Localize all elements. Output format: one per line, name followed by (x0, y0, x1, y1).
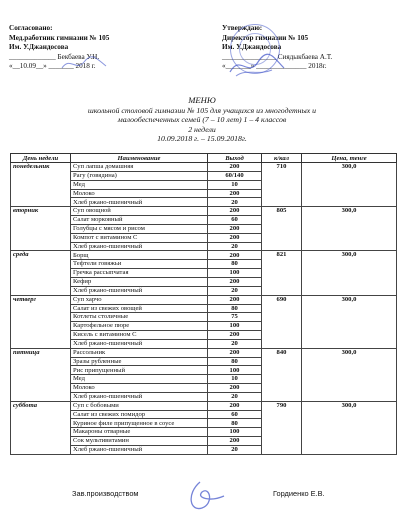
kcal-cell: 821 (262, 251, 302, 295)
price-cell: 300,0 (302, 401, 397, 454)
price-cell: 300,0 (302, 207, 397, 251)
dish-name-cell: Мед (71, 180, 208, 189)
agreed-school: Им. У.Джандосова (9, 43, 69, 52)
output-cell: 100 (208, 366, 262, 375)
kcal-cell: 790 (262, 401, 302, 454)
dish-name-cell: Макароны отварные (71, 428, 208, 437)
output-cell: 200 (208, 331, 262, 340)
day-cell: пятница (11, 348, 71, 401)
output-cell: 200 (208, 233, 262, 242)
table-row (11, 295, 397, 304)
dish-name-cell: Салат из свежих помидор (71, 410, 208, 419)
agreed-date-line: «__10.09__» _______ 2018 г. (9, 62, 96, 71)
dish-name-cell: Компот с витамином С (71, 233, 208, 242)
header-output: Выход (208, 154, 262, 163)
output-cell: 20 (208, 339, 262, 348)
dish-name-cell: Суп овощной (71, 207, 208, 216)
agreed-position: Мед.работник гимназии № 105 (9, 33, 110, 42)
output-cell: 60 (208, 410, 262, 419)
kcal-cell: 840 (262, 348, 302, 401)
approved-date-line: «_______» ______________ 2018г. (222, 62, 327, 71)
output-cell: 80 (208, 260, 262, 269)
output-cell: 60/140 (208, 171, 262, 180)
menu-week: 2 недели (188, 124, 216, 134)
dish-name-cell: Кефир (71, 277, 208, 286)
output-cell: 20 (208, 198, 262, 207)
output-cell: 200 (208, 277, 262, 286)
director-signature (228, 50, 288, 80)
footer-position: Зав.производством (72, 489, 139, 498)
dish-name-cell: Хлеб ржано-пшеничный (71, 242, 208, 251)
output-cell: 75 (208, 313, 262, 322)
output-cell: 200 (208, 189, 262, 198)
output-cell: 80 (208, 419, 262, 428)
output-cell: 200 (208, 437, 262, 446)
price-cell: 300,0 (302, 163, 397, 207)
day-cell: вторник (11, 207, 71, 251)
output-cell: 80 (208, 304, 262, 313)
output-cell: 20 (208, 446, 262, 455)
menu-title: МЕНЮ (188, 95, 216, 105)
dish-name-cell: Рассольник (71, 348, 208, 357)
output-cell: 100 (208, 269, 262, 278)
dish-name-cell: Молоко (71, 384, 208, 393)
dish-name-cell: Суп лапша домашняя (71, 163, 208, 172)
dish-name-cell: Хлеб ржано-пшеничный (71, 286, 208, 295)
output-cell: 200 (208, 163, 262, 172)
header-kcal: к/кал (262, 154, 302, 163)
dish-name-cell: Сок мультивитамин (71, 437, 208, 446)
header-name: Наименование (71, 154, 208, 163)
menu-subtitle-line2: малообеспеченных семей (7 – 10 лет) 1 – 4 классов (117, 115, 287, 125)
output-cell: 20 (208, 242, 262, 251)
kcal-cell: 690 (262, 295, 302, 348)
dish-name-cell: Хлеб ржано-пшеничный (71, 446, 208, 455)
header-price: Цена, тенге (302, 154, 397, 163)
approved-position: Директор гимназии № 105 (222, 33, 309, 42)
price-cell: 300,0 (302, 348, 397, 401)
dish-name-cell: Зразы рубленные (71, 357, 208, 366)
output-cell: 100 (208, 428, 262, 437)
agreed-signature-line: _____________ Бекбаева У.Н. (9, 52, 100, 61)
day-cell: четверг (11, 295, 71, 348)
dish-name-cell: Картофельное пюре (71, 322, 208, 331)
dish-name-cell: Хлеб ржано-пшеничный (71, 392, 208, 401)
table-row (11, 401, 397, 410)
table-body (11, 163, 397, 455)
dish-name-cell: Кисель с витамином С (71, 331, 208, 340)
table-row (11, 207, 397, 216)
output-cell: 200 (208, 251, 262, 260)
output-cell: 20 (208, 392, 262, 401)
dish-name-cell: Хлеб ржано-пшеничный (71, 198, 208, 207)
dish-name-cell: Салат морковный (71, 216, 208, 225)
table-header-row (11, 154, 397, 163)
approved-heading: Утверждаю: (222, 24, 263, 32)
footer-name: Гордиенко Е.В. (273, 489, 325, 498)
output-cell: 10 (208, 375, 262, 384)
dish-name-cell: Котлеты столичные (71, 313, 208, 322)
kcal-cell: 710 (262, 163, 302, 207)
dish-name-cell: Рагу (говядина) (71, 171, 208, 180)
table-row (11, 251, 397, 260)
output-cell: 200 (208, 401, 262, 410)
output-cell: 200 (208, 348, 262, 357)
approved-school: Им. У.Джандосова (222, 43, 282, 52)
day-cell: понедельник (11, 163, 71, 207)
dish-name-cell: Хлеб ржано-пшеничный (71, 339, 208, 348)
table-row (11, 348, 397, 357)
output-cell: 20 (208, 286, 262, 295)
output-cell: 200 (208, 224, 262, 233)
output-cell: 200 (208, 295, 262, 304)
dish-name-cell: Суп харчо (71, 295, 208, 304)
dish-name-cell: Молоко (71, 189, 208, 198)
output-cell: 200 (208, 207, 262, 216)
price-cell: 300,0 (302, 295, 397, 348)
kcal-cell: 805 (262, 207, 302, 251)
dish-name-cell: Мед (71, 375, 208, 384)
dish-name-cell: Суп с бобовыми (71, 401, 208, 410)
header-day: День недели (11, 154, 71, 163)
approved-signature-line: _______________ Сиядыкбаева А.Т. (222, 52, 333, 61)
output-cell: 100 (208, 322, 262, 331)
dish-name-cell: Рис припущенный (71, 366, 208, 375)
output-cell: 10 (208, 180, 262, 189)
dish-name-cell: Тефтели говяжьи (71, 260, 208, 269)
chef-signature (180, 478, 230, 516)
price-cell: 300,0 (302, 251, 397, 295)
dish-name-cell: Гречка рассыпчатая (71, 269, 208, 278)
dish-name-cell: Куриное филе припущенное в соусе (71, 419, 208, 428)
dish-name-cell: Голубцы с мясом и рисом (71, 224, 208, 233)
output-cell: 200 (208, 384, 262, 393)
menu-dates: 10.09.2018 г. – 15.09.2018г. (157, 134, 247, 144)
output-cell: 60 (208, 216, 262, 225)
dish-name-cell: Борщ (71, 251, 208, 260)
agreed-heading: Согласовано: (9, 24, 53, 32)
dish-name-cell: Салат из свежих овощей (71, 304, 208, 313)
day-cell: суббота (11, 401, 71, 454)
day-cell: среда (11, 251, 71, 295)
menu-title-block (0, 96, 404, 144)
medic-signature (60, 54, 110, 74)
menu-table (10, 153, 397, 455)
table-row (11, 163, 397, 172)
output-cell: 80 (208, 357, 262, 366)
menu-subtitle-line1: школьной столовой гимназии № 105 для учащихся из многодетных и (87, 105, 317, 115)
